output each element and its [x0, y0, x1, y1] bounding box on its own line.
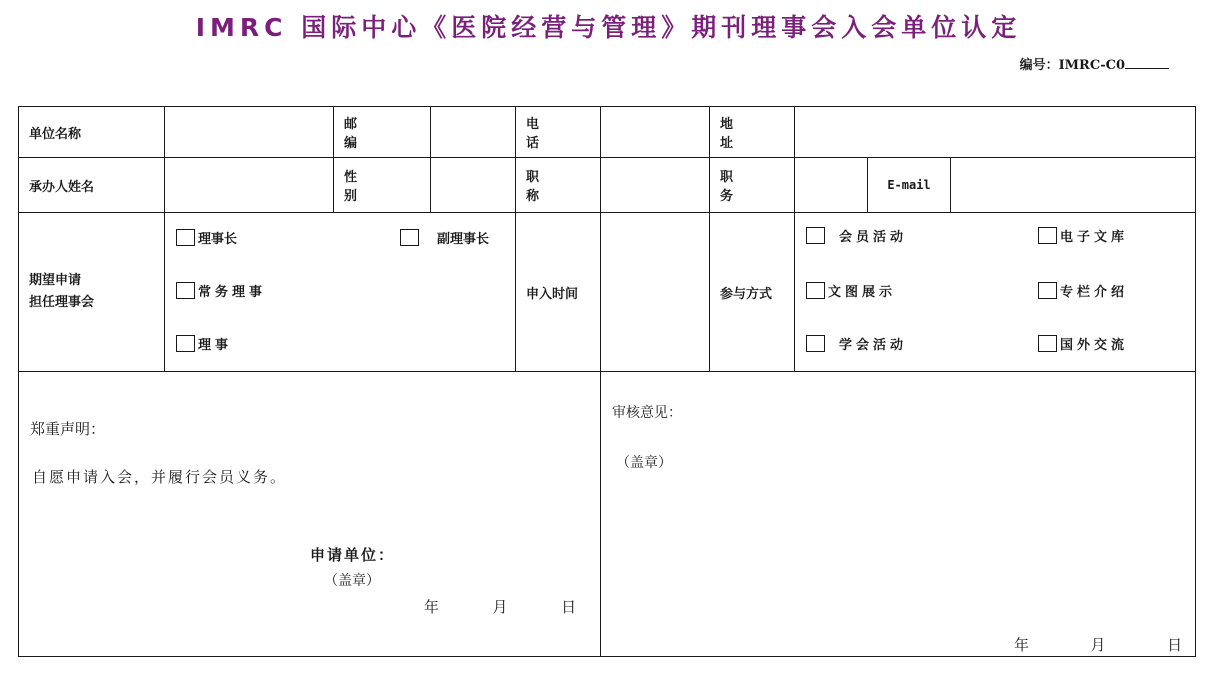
- intl-exchange-checkbox[interactable]: [1038, 335, 1057, 352]
- phone-field[interactable]: [600, 106, 710, 158]
- unit-name-field[interactable]: [164, 106, 334, 158]
- mode-academic-activity-option[interactable]: 学会活动: [806, 334, 907, 353]
- join-time-field[interactable]: [600, 212, 710, 372]
- chairman-checkbox[interactable]: [176, 229, 195, 246]
- mode-e-library-option[interactable]: 电子文库: [1038, 226, 1128, 245]
- declaration-body: 自愿申请入会，并履行会员义务。: [32, 468, 288, 486]
- postcode-field[interactable]: [430, 106, 516, 158]
- serial-blank[interactable]: [1125, 56, 1169, 69]
- address-field[interactable]: [794, 106, 1196, 158]
- participation-label: 参与方式: [709, 212, 795, 372]
- page-title: IMRC 国际中心《医院经营与管理》期刊理事会入会单位认定: [195, 13, 1022, 42]
- applicant-seal: （盖章）: [324, 573, 380, 589]
- contact-name-label: 承办人姓名: [18, 157, 165, 213]
- gender-field[interactable]: [430, 157, 516, 213]
- contact-name-field[interactable]: [164, 157, 334, 213]
- position-field[interactable]: [794, 157, 868, 213]
- review-section[interactable]: [600, 371, 1196, 657]
- vice-chairman-checkbox[interactable]: [400, 229, 419, 246]
- expect-role-line2: 担任理事会: [29, 295, 95, 310]
- mode-column-intro-option[interactable]: 专栏介绍: [1038, 281, 1128, 300]
- role-director-option[interactable]: 理事: [176, 334, 232, 353]
- applicant-unit-label: 申请单位：: [310, 546, 396, 564]
- postcode-label: 邮 编: [333, 106, 431, 158]
- email-field[interactable]: [950, 157, 1196, 213]
- phone-label: 电 话: [515, 106, 601, 158]
- mode-intl-exchange-option[interactable]: 国外交流: [1038, 334, 1128, 353]
- gender-label: 性 别: [333, 157, 431, 213]
- title-label: 职 称: [515, 157, 601, 213]
- role-standing-option[interactable]: 常务理事: [176, 281, 266, 300]
- declaration-heading: 郑重声明：: [30, 420, 106, 438]
- serial-number: [1020, 54, 1169, 73]
- column-intro-checkbox[interactable]: [1038, 282, 1057, 299]
- role-vice-chairman-option[interactable]: 副理事长: [400, 228, 489, 247]
- e-library-checkbox[interactable]: [1038, 227, 1057, 244]
- expect-role-label: [18, 212, 165, 372]
- mode-member-activity-option[interactable]: 会员活动: [806, 226, 907, 245]
- unit-name-label: 单位名称: [18, 106, 165, 158]
- review-date: 年 月 日: [1014, 636, 1183, 654]
- review-seal: （盖章）: [616, 455, 672, 471]
- academic-activity-checkbox[interactable]: [806, 335, 825, 352]
- graphic-display-checkbox[interactable]: [806, 282, 825, 299]
- title-field[interactable]: [600, 157, 710, 213]
- address-label: 地 址: [709, 106, 795, 158]
- mode-graphic-display-option[interactable]: 文图展示: [806, 281, 896, 300]
- membership-form: [18, 106, 1196, 657]
- join-time-label: 申入时间: [515, 212, 601, 372]
- applicant-date: 年 月 日: [424, 598, 577, 616]
- position-label: 职 务: [709, 157, 795, 213]
- serial-label: 编号：IMRC-C0: [1019, 58, 1125, 73]
- director-checkbox[interactable]: [176, 335, 195, 352]
- member-activity-checkbox[interactable]: [806, 227, 825, 244]
- review-heading: 审核意见：: [612, 405, 682, 421]
- expect-role-line1: 期望申请: [29, 273, 82, 288]
- role-chairman-option[interactable]: 理事长: [176, 228, 237, 247]
- email-label: E-mail: [867, 157, 951, 213]
- standing-checkbox[interactable]: [176, 282, 195, 299]
